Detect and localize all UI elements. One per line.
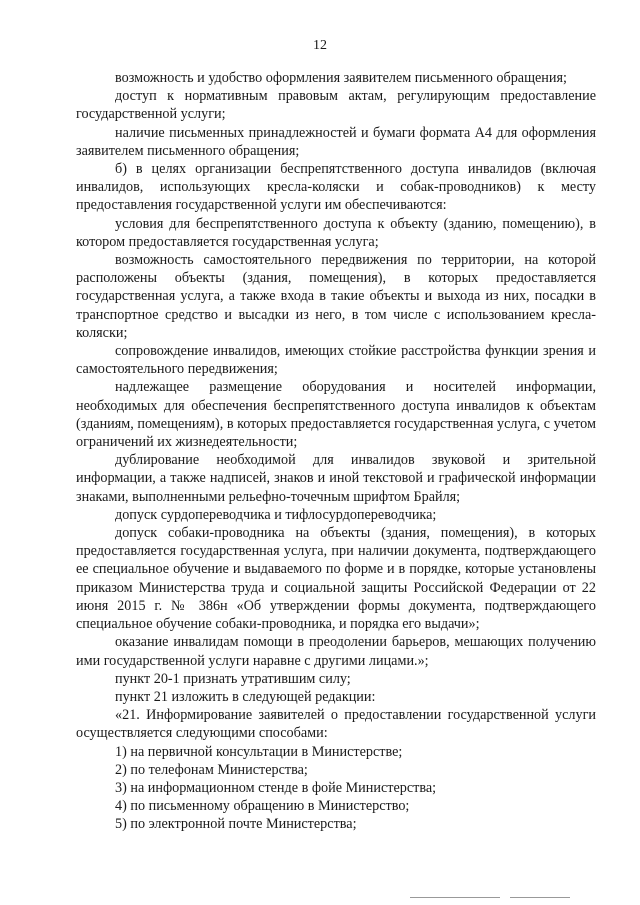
paragraph: допуск собаки-проводника на объекты (здания, помещения), в которых предоставляется государственная услуга, при наличии документа, подтверждающего ее специальное обучение и выдаваемого по форме и в порядке, которые установлены приказом Министерства труда и социальной защиты Российской Федерации от 22 июня 2015 г. № 386н «Об утверждении формы документа, подтверждающего специальное обучение собаки-проводника, и порядка его выдачи»; bbox=[76, 525, 596, 633]
paragraph: оказание инвалидам помощи в преодолении барьеров, мешающих получению ими государственной услуги наравне с другими лицами.»; bbox=[76, 634, 596, 669]
paragraph: б) в целях организации беспрепятственного доступа инвалидов (включая инвалидов, использующих кресла-коляски и собак-проводников) к месту предоставления государственной услуги им обеспечиваются: bbox=[76, 161, 596, 214]
paragraph: возможность и удобство оформления заявителем письменного обращения; bbox=[115, 70, 567, 86]
paragraph: наличие письменных принадлежностей и бумаги формата А4 для оформления заявителем письменного обращения; bbox=[76, 124, 596, 159]
paragraph: надлежащее размещение оборудования и носителей информации, необходимых для обеспечения беспрепятственного доступа инвалидов к объектам (зданиям, помещениям), в которых предоставляется государственная услуга, с учетом ограничений их жизнедеятельности; bbox=[76, 379, 596, 451]
list-item: 2) по телефонам Министерства; bbox=[115, 761, 308, 778]
list-item: 4) по письменному обращению в Министерство; bbox=[115, 798, 410, 815]
list-item: 1) на первичной консультации в Министерстве; bbox=[115, 743, 403, 760]
scan-artifact bbox=[410, 897, 500, 898]
paragraph: сопровождение инвалидов, имеющих стойкие расстройства функции зрения и самостоятельного передвижения; bbox=[76, 343, 596, 378]
list-item: 5) по электронной почте Министерства; bbox=[115, 816, 357, 833]
page-number: 12 bbox=[313, 38, 327, 53]
paragraph: доступ к нормативным правовым актам, регулирующим предоставление государственной услуги; bbox=[76, 88, 596, 123]
list-item: 3) на информационном стенде в фойе Министерства; bbox=[115, 779, 437, 796]
paragraph: возможность самостоятельного передвижения по территории, на которой расположены объекты (здания, помещения), в которых предоставляется государственная услуга, а также входа в такие объекты и выхода из них, посадки в транспортное средство и высадки из него, в том числе с использованием кресла-коляски; bbox=[76, 252, 596, 341]
paragraph: дублирование необходимой для инвалидов звуковой и зрительной информации, а также надписей, знаков и иной текстовой и графической информации знаками, выполненными рельефно-точечным шрифтом Брайля; bbox=[76, 452, 596, 505]
paragraph: пункт 20-1 признать утратившим силу; bbox=[115, 670, 351, 687]
paragraph: «21. Информирование заявителей о предоставлении государственной услуги осуществляется следующими способами: bbox=[76, 707, 596, 742]
paragraph: условия для беспрепятственного доступа к объекту (зданию, помещению), в котором предоставляется государственная услуга; bbox=[76, 215, 596, 250]
document-body bbox=[76, 69, 596, 834]
paragraph: допуск сурдопереводчика и тифлосурдопереводчика; bbox=[115, 506, 437, 523]
scan-artifact bbox=[510, 897, 570, 898]
paragraph: пункт 21 изложить в следующей редакции: bbox=[115, 688, 376, 705]
